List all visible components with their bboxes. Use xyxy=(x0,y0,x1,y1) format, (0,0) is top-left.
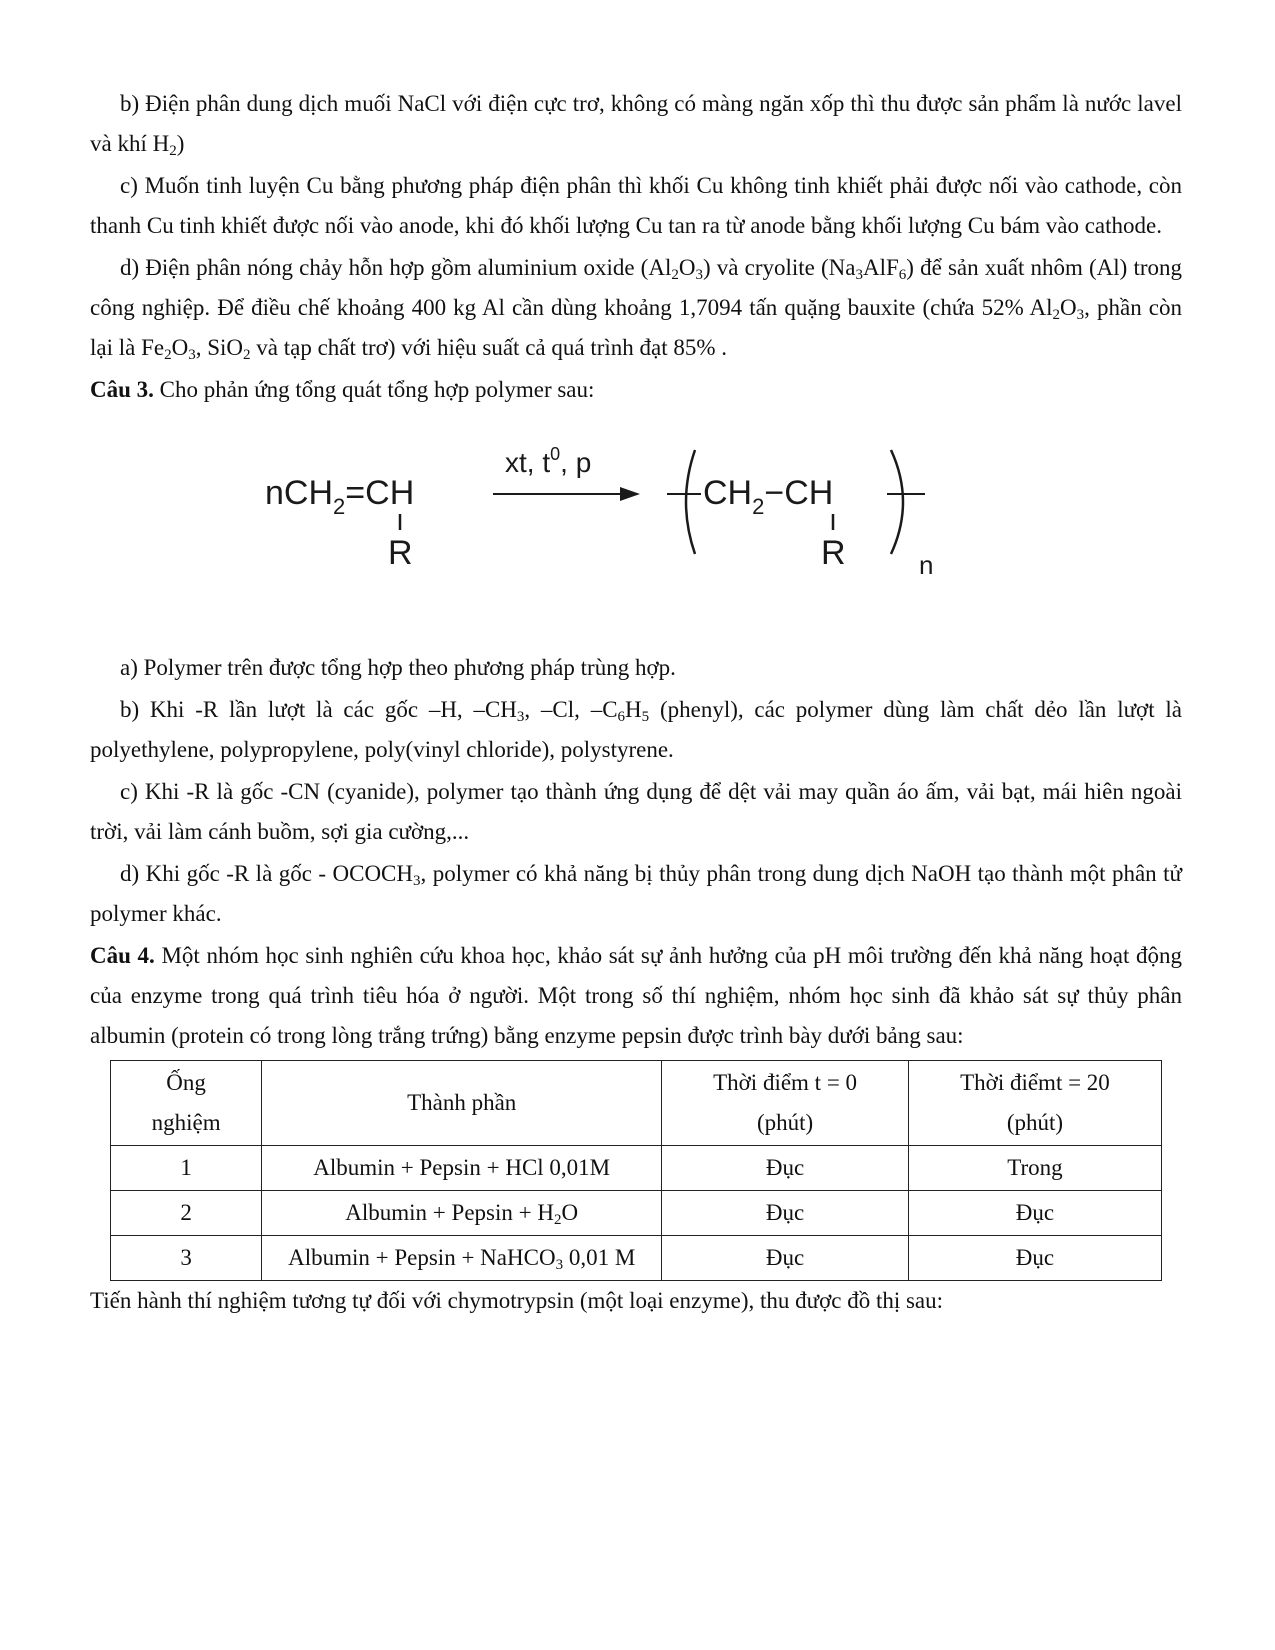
table-header-row xyxy=(111,1061,1162,1146)
left-parenthesis xyxy=(686,450,695,554)
header-time-20: Thời điểmt = 20 (phút) xyxy=(908,1061,1161,1146)
q4-label: Câu 4. xyxy=(90,943,155,968)
document-content xyxy=(90,84,1182,1321)
repeat-count-n: n xyxy=(919,550,934,580)
reactant-r-group: R xyxy=(388,534,413,572)
q3-label: Câu 3. xyxy=(90,377,154,402)
reaction-equation xyxy=(265,422,965,622)
table-row: 2 Albumin + $Pepsin + H_2O$ Đục Đục xyxy=(111,1191,1162,1236)
header-composition: Thành phần xyxy=(262,1061,662,1146)
q2-option-c: c) Muốn tinh luyện Cu bằng phương pháp điện phân thì khối Cu không tinh khiết phải được nối vào cathode, còn thanh Cu tinh khiết được nối vào anode, khi đó khối lượng Cu tan ra từ anode bằng khối lượng Cu bám vào cathode. xyxy=(90,173,1182,238)
arrow-head-icon xyxy=(620,487,640,501)
table-row: 1 Albumin + Pepsin + HCl 0,01M Đục Trong xyxy=(111,1146,1162,1191)
experiment-table xyxy=(110,1060,1162,1281)
q2-option-d: d) Điện phân nóng chảy hỗn hợp gồm aluminium oxide $(Al_2O_3)$ và cryolite $(Na_3AlF_6)$ để sản xuất nhôm (Al) trong công nghiệp. Để điều chế khoảng 400 kg Al cần dùng khoảng 1,7094 tấn quặng bauxite (chứa 52% $Al_2O_3$, phần còn lại là $Fe_2O_3$, SiO$_2$ và tạp chất trơ) với hiệu suất cả quá trình đạt 85% . xyxy=(90,255,1183,363)
reaction-conditions: xt, $t^0$, p xyxy=(505,444,592,478)
q3-option-a: a) Polymer trên được tổng hợp theo phương pháp trùng hợp. xyxy=(120,655,676,680)
header-time-0: Thời điểm t = 0 (phút) xyxy=(662,1061,909,1146)
q2-option-b: b) Điện phân dung dịch muối NaCl với điện cực trơ, không có màng ngăn xốp thì thu được sản phẩm là nước lavel và khí $H_2$) xyxy=(90,91,1182,159)
reactant-formula: nCH$_2$=CH xyxy=(265,474,415,519)
q4-after-table: Tiến hành thí nghiệm tương tự đối với chymotrypsin (một loại enzyme), thu được đồ thị sau: xyxy=(90,1288,944,1313)
q3-option-d: d) Khi gốc -R là gốc - $OCOCH_3$, polymer có khả năng bị thủy phân trong dung dịch NaOH tạo thành một phân tử polymer khác. xyxy=(90,861,1182,926)
product-formula: $CH_2-CH$ xyxy=(703,474,834,519)
q4-heading: Câu 4. Một nhóm học sinh nghiên cứu khoa học, khảo sát sự ảnh hưởng của pH môi trường đến khả năng hoạt động của enzyme trong quá trình tiêu hóa ở người. Một trong số thí nghiệm, nhóm học sinh đã khảo sát sự thủy phân albumin (protein có trong lòng trắng trứng) bằng enzyme pepsin được trình bày dưới bảng sau: xyxy=(90,943,1182,1048)
polymer-reaction-figure xyxy=(90,412,1182,648)
product-r-group: R xyxy=(821,534,846,572)
right-parenthesis xyxy=(891,450,903,554)
header-tube: Ống nghiệm xyxy=(111,1061,262,1146)
q3-option-b: b) Khi -R lần lượt là các gốc –H, $-CH_3$, –Cl, $-C_6H_5$ (phenyl), các polymer dùng làm chất dẻo lần lượt là polyethylene, polypropylene, poly(vinyl chloride), polystyrene. xyxy=(90,697,1182,762)
table-row: 3 Albumin + Pepsin + NaHCO$_3$ 0,01 M Đục Đục xyxy=(111,1236,1162,1281)
q3-option-c: c) Khi -R là gốc -CN (cyanide), polymer tạo thành ứng dụng để dệt vải may quần áo ấm, vải bạt, mái hiên ngoài trời, vải làm cánh buồm, sợi gia cường,... xyxy=(90,779,1182,844)
q3-heading: Câu 3. Cho phản ứng tổng quát tổng hợp polymer sau: xyxy=(90,377,595,402)
